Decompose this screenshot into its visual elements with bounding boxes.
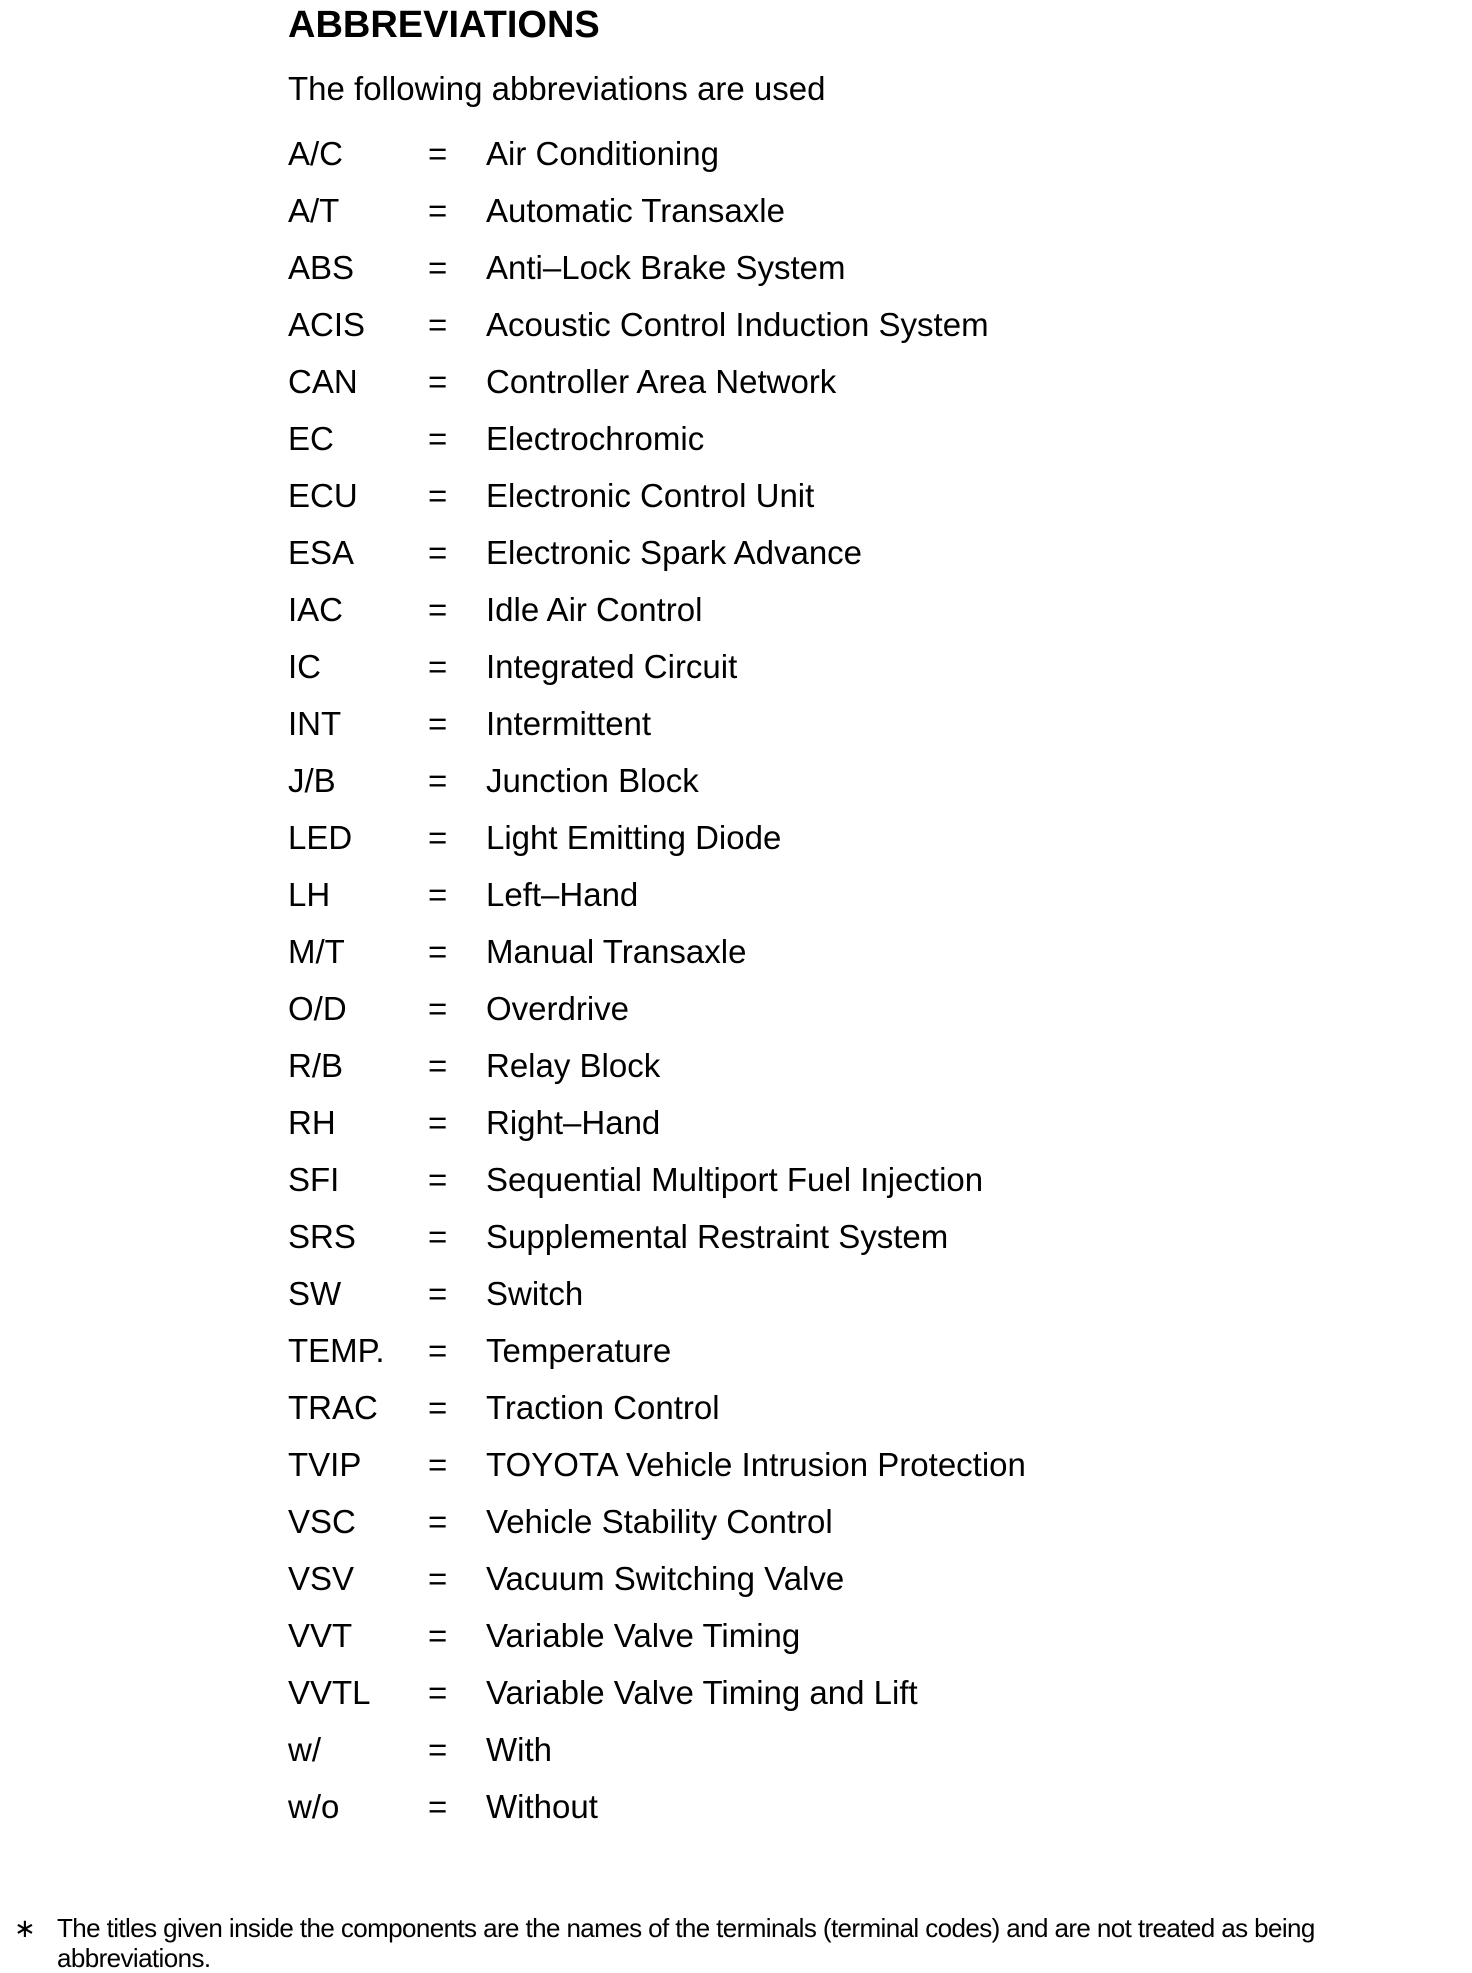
abbreviation-code: ESA [288, 534, 355, 571]
list-item [288, 933, 1026, 990]
list-item [288, 1788, 1026, 1845]
abbreviation-code: LH [288, 876, 331, 913]
equals-sign: = [428, 1047, 448, 1084]
abbreviation-code: SRS [288, 1218, 356, 1255]
list-item [288, 591, 1026, 648]
equals-sign: = [428, 1389, 448, 1426]
abbreviation-meaning: Idle Air Control [486, 591, 703, 628]
abbreviation-code: SW [288, 1275, 342, 1312]
abbreviation-code: w/o [288, 1788, 340, 1825]
equals-sign: = [428, 249, 448, 286]
list-item [288, 1047, 1026, 1104]
list-item [288, 534, 1026, 591]
abbreviation-code: SFI [288, 1161, 340, 1198]
list-item [288, 990, 1026, 1047]
footnote [14, 1913, 1464, 1973]
list-item [288, 363, 1026, 420]
abbreviation-meaning: Anti–Lock Brake System [486, 249, 846, 286]
list-item [288, 477, 1026, 534]
list-item [288, 1275, 1026, 1332]
abbreviation-meaning: Relay Block [486, 1047, 661, 1084]
list-item [288, 819, 1026, 876]
abbreviation-code: VSC [288, 1503, 356, 1540]
list-item [288, 1560, 1026, 1617]
equals-sign: = [428, 1788, 448, 1825]
abbreviation-code: M/T [288, 933, 345, 970]
list-item [288, 1446, 1026, 1503]
equals-sign: = [428, 363, 448, 400]
abbreviation-code: O/D [288, 990, 347, 1027]
abbreviation-meaning: Overdrive [486, 990, 630, 1027]
abbreviation-code: IAC [288, 591, 344, 628]
abbreviation-code: IC [288, 648, 321, 685]
abbreviation-meaning: Intermittent [486, 705, 652, 742]
abbreviation-meaning: Air Conditioning [486, 135, 719, 172]
abbreviation-meaning: Junction Block [486, 762, 699, 799]
abbreviation-code: TEMP. [288, 1332, 385, 1369]
abbreviation-meaning: Light Emitting Diode [486, 819, 782, 856]
abbreviation-meaning: Electronic Spark Advance [486, 534, 863, 571]
abbreviation-code: w/ [288, 1731, 321, 1768]
equals-sign: = [428, 534, 448, 571]
list-item [288, 1161, 1026, 1218]
equals-sign: = [428, 1674, 448, 1711]
equals-sign: = [428, 1617, 448, 1654]
equals-sign: = [428, 192, 448, 229]
abbreviation-code: EC [288, 420, 334, 457]
abbreviation-code: J/B [288, 762, 336, 799]
equals-sign: = [428, 477, 448, 514]
equals-sign: = [428, 591, 448, 628]
abbreviation-code: ABS [288, 249, 355, 286]
abbreviation-meaning: Acoustic Control Induction System [486, 306, 989, 343]
abbreviation-code: VVT [288, 1617, 353, 1654]
equals-sign: = [428, 990, 448, 1027]
list-item [288, 1104, 1026, 1161]
abbreviation-meaning: Left–Hand [486, 876, 639, 913]
abbreviation-meaning: Integrated Circuit [486, 648, 738, 685]
equals-sign: = [428, 705, 448, 742]
abbreviation-meaning: Traction Control [486, 1389, 720, 1426]
abbreviation-code: VSV [288, 1560, 355, 1597]
equals-sign: = [428, 1731, 448, 1768]
equals-sign: = [428, 1503, 448, 1540]
abbreviation-meaning: Manual Transaxle [486, 933, 747, 970]
list-item [288, 705, 1026, 762]
abbreviation-code: RH [288, 1104, 336, 1141]
abbreviation-meaning: Sequential Multiport Fuel Injection [486, 1161, 984, 1198]
equals-sign: = [428, 1332, 448, 1369]
page-title: ABBREVIATIONS [288, 4, 600, 46]
abbreviation-meaning: Electronic Control Unit [486, 477, 815, 514]
abbreviation-meaning: TOYOTA Vehicle Intrusion Protection [486, 1446, 1026, 1483]
abbreviation-list [288, 135, 1026, 1845]
abbreviation-meaning: Temperature [486, 1332, 672, 1369]
equals-sign: = [428, 306, 448, 343]
abbreviation-code: TRAC [288, 1389, 378, 1426]
list-item [288, 1617, 1026, 1674]
abbreviation-code: A/T [288, 192, 340, 229]
list-item [288, 306, 1026, 363]
equals-sign: = [428, 135, 448, 172]
abbreviation-meaning: Electrochromic [486, 420, 705, 457]
equals-sign: = [428, 648, 448, 685]
abbreviation-code: CAN [288, 363, 358, 400]
abbreviation-meaning: Controller Area Network [486, 363, 837, 400]
equals-sign: = [428, 819, 448, 856]
abbreviation-code: INT [288, 705, 342, 742]
list-item [288, 762, 1026, 819]
equals-sign: = [428, 933, 448, 970]
asterisk-icon: ∗ [14, 1913, 36, 1943]
equals-sign: = [428, 762, 448, 799]
footnote-text: The titles given inside the components are the names of the terminals (terminal codes) and are not treated as being abbreviations. [57, 1913, 1315, 1973]
equals-sign: = [428, 1218, 448, 1255]
list-item [288, 1503, 1026, 1560]
equals-sign: = [428, 1161, 448, 1198]
intro-text: The following abbreviations are used [288, 70, 826, 107]
list-item [288, 876, 1026, 933]
abbreviation-meaning: With [486, 1731, 552, 1768]
abbreviation-meaning: Vacuum Switching Valve [486, 1560, 845, 1597]
equals-sign: = [428, 420, 448, 457]
equals-sign: = [428, 1104, 448, 1141]
abbreviation-code: ACIS [288, 306, 366, 343]
abbreviation-code: R/B [288, 1047, 344, 1084]
abbreviation-code: A/C [288, 135, 344, 172]
abbreviation-meaning: Without [486, 1788, 598, 1825]
abbreviation-meaning: Variable Valve Timing and Lift [486, 1674, 918, 1711]
abbreviation-meaning: Automatic Transaxle [486, 192, 785, 229]
equals-sign: = [428, 1560, 448, 1597]
equals-sign: = [428, 876, 448, 913]
list-item [288, 249, 1026, 306]
abbreviation-meaning: Right–Hand [486, 1104, 661, 1141]
abbreviation-code: VVTL [288, 1674, 371, 1711]
equals-sign: = [428, 1275, 448, 1312]
abbreviation-meaning: Variable Valve Timing [486, 1617, 801, 1654]
list-item [288, 192, 1026, 249]
abbreviation-meaning: Switch [486, 1275, 584, 1312]
list-item [288, 1332, 1026, 1389]
abbreviation-code: ECU [288, 477, 358, 514]
list-item [288, 1218, 1026, 1275]
abbreviation-meaning: Supplemental Restraint System [486, 1218, 949, 1255]
list-item [288, 1389, 1026, 1446]
list-item [288, 420, 1026, 477]
list-item [288, 135, 1026, 192]
abbreviation-meaning: Vehicle Stability Control [486, 1503, 833, 1540]
abbreviation-code: LED [288, 819, 353, 856]
abbreviation-code: TVIP [288, 1446, 362, 1483]
list-item [288, 648, 1026, 705]
equals-sign: = [428, 1446, 448, 1483]
list-item [288, 1731, 1026, 1788]
list-item [288, 1674, 1026, 1731]
